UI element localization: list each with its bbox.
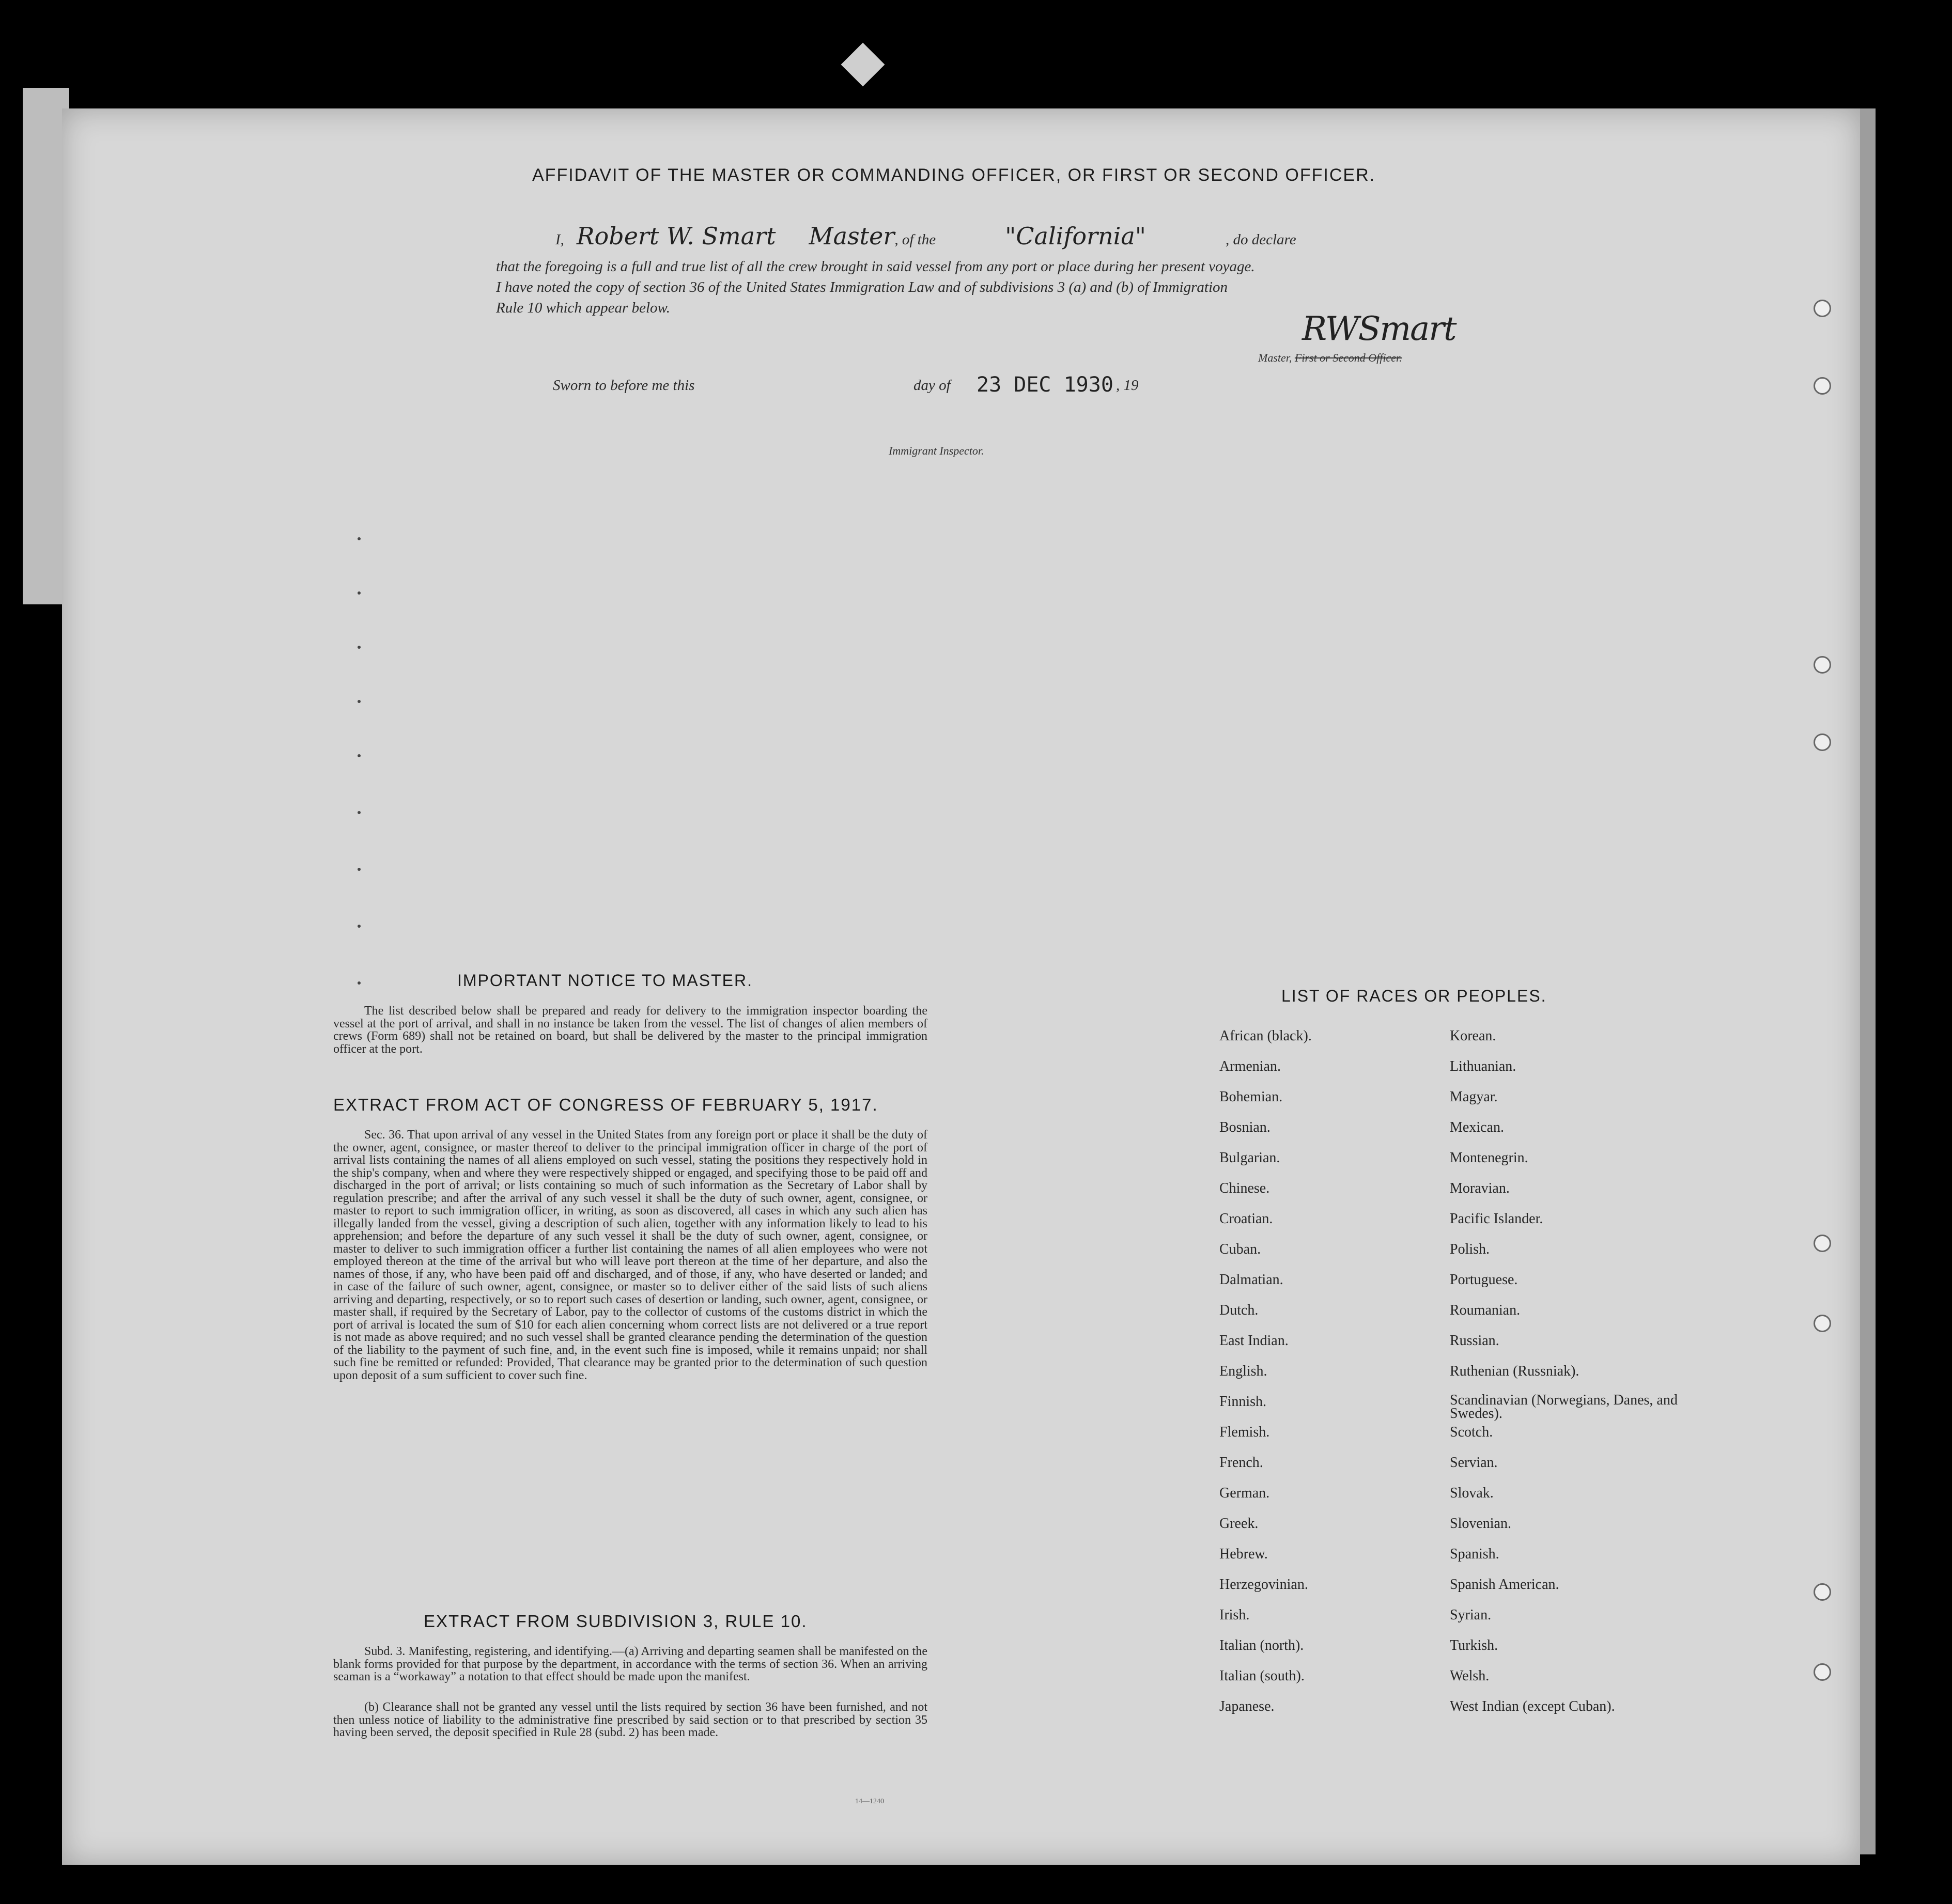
race-item: Spanish. bbox=[1450, 1546, 1499, 1562]
race-item: Lithuanian. bbox=[1450, 1058, 1516, 1074]
officer-caption bbox=[1258, 351, 1402, 365]
race-item: Slovak. bbox=[1450, 1485, 1494, 1501]
leader-dot bbox=[358, 925, 361, 928]
race-item: Cuban. bbox=[1219, 1241, 1261, 1257]
race-item: Finnish. bbox=[1219, 1394, 1267, 1410]
extract-rule-heading: EXTRACT FROM SUBDIVISION 3, RULE 10. bbox=[424, 1612, 808, 1631]
leader-dot bbox=[358, 981, 361, 985]
document-page bbox=[62, 108, 1860, 1865]
race-item: Ruthenian (Russniak). bbox=[1450, 1363, 1579, 1379]
race-item: Greek. bbox=[1219, 1516, 1259, 1532]
affidavit-line-4: Rule 10 which appear below. bbox=[496, 300, 670, 316]
punch-hole bbox=[1814, 1583, 1831, 1601]
leader-dot bbox=[358, 868, 361, 871]
race-item: Hebrew. bbox=[1219, 1546, 1268, 1562]
race-item: Italian (north). bbox=[1219, 1637, 1304, 1653]
officer-caption-master: Master, bbox=[1258, 351, 1292, 364]
do-declare-label: , do declare bbox=[1225, 231, 1296, 248]
races-heading: LIST OF RACES OR PEOPLES. bbox=[1281, 987, 1547, 1005]
races-left-column bbox=[1219, 1028, 1436, 1729]
day-of-label: day of bbox=[913, 377, 951, 394]
race-item: African (black). bbox=[1219, 1028, 1312, 1044]
notice-heading: IMPORTANT NOTICE TO MASTER. bbox=[457, 971, 753, 990]
race-item: Welsh. bbox=[1450, 1668, 1490, 1684]
punch-hole bbox=[1814, 377, 1831, 395]
leader-dot bbox=[358, 537, 361, 540]
race-item: Flemish. bbox=[1219, 1424, 1270, 1440]
race-item: Pacific Islander. bbox=[1450, 1211, 1543, 1227]
leader-dot bbox=[358, 754, 361, 757]
sworn-text: Sworn to before me this bbox=[553, 377, 695, 394]
notice-paragraph: The list described below shall be prepared and ready for delivery to the immigration inspector boarding the vessel at the port of arrival, and shall in no instance be taken from the vessel. The list of changes of alien members of crews (Form 689) shall not be retained on board, but shall be delivered by the master to the principal immigration officer at the port. bbox=[333, 1004, 927, 1056]
affidavit-line-1 bbox=[555, 222, 1578, 250]
race-item: Polish. bbox=[1450, 1241, 1490, 1257]
master-signature: RWSmart bbox=[1302, 310, 1456, 348]
affidavit-heading: AFFIDAVIT OF THE MASTER OR COMMANDING OFFICER, OR FIRST OR SECOND OFFICER. bbox=[532, 165, 1376, 185]
leader-dot bbox=[358, 591, 361, 595]
race-item: Bulgarian. bbox=[1219, 1150, 1280, 1166]
race-item: Japanese. bbox=[1219, 1698, 1275, 1714]
race-item: Moravian. bbox=[1450, 1180, 1510, 1196]
punch-hole bbox=[1814, 733, 1831, 751]
leader-dot bbox=[358, 646, 361, 649]
race-item: English. bbox=[1219, 1363, 1267, 1379]
race-item: Russian. bbox=[1450, 1333, 1499, 1349]
race-item: Korean. bbox=[1450, 1028, 1496, 1044]
race-item: Servian. bbox=[1450, 1455, 1498, 1471]
race-item: Herzegovinian. bbox=[1219, 1577, 1308, 1593]
affidavit-line-2: that the foregoing is a full and true list of all the crew brought in said vessel from any port or place during her present voyage. bbox=[496, 258, 1255, 275]
punch-hole bbox=[1814, 1663, 1831, 1681]
race-item: French. bbox=[1219, 1455, 1263, 1471]
race-item: Magyar. bbox=[1450, 1089, 1498, 1105]
vessel-name: "California" bbox=[1005, 222, 1146, 250]
race-item: Chinese. bbox=[1219, 1180, 1270, 1196]
punch-hole bbox=[1814, 300, 1831, 317]
race-item: Bosnian. bbox=[1219, 1119, 1271, 1135]
race-item: Slovenian. bbox=[1450, 1516, 1511, 1532]
master-name: Robert W. Smart bbox=[576, 222, 776, 250]
race-item: Bohemian. bbox=[1219, 1089, 1283, 1105]
extract-act-paragraph: Sec. 36. That upon arrival of any vessel in the United States from any foreign port or place it shall be the duty of the owner, agent, consignee, or master thereof to deliver to the principal immigration officer in charge of the port of arrival lists containing the names of all aliens employed on such vessel, stating the positions they respectively hold in the ship's company, when and where they were respectively shipped or engaged, and specifying those to be paid off and discharged in the port of arrival; or lists containing so much of such information as the Secretary of Labor shall by regulation prescribe; and after the arrival of any such vessel it shall be the duty of such owner, agent, consignee, or master to report to such immigration officer, in writing, as soon as discovered, all cases in which any such alien has illegally landed from the vessel, giving a description of such alien, together with any information likely to lead to his apprehension; and before the departure of any such vessel it shall be the duty of such owner, agent, consignee, or master to deliver to such immigration officer a further list containing the names of all alien employees who were not employed thereon at the time of the arrival but who will leave port thereon at the time of her departure, and also the names of those, if any, who have been paid off and discharged, and of those, if any, who have deserted or landed; and in case of the failure of such owner, agent, consignee, or master so to deliver either of the said lists of such aliens arriving and departing, respectively, or so to report such cases of desertion or landing, such owner, agent, consignee, or master shall, if required by the Secretary of Labor, pay to the collector of customs of the customs district in which the port of arrival is located the sum of $10 for each alien concerning whom correct lists are not delivered or a true report is not made as above required; and no such vessel shall be granted clearance pending the determination of the question of the liability to the payment of such fine, and, in the event such fine is imposed, while it remains unpaid; nor shall such fine be remitted or refunded: Provided, That clearance may be granted prior to the determination of such question upon deposit of a sum sufficient to cover such fine. bbox=[333, 1128, 927, 1382]
race-item: Portuguese. bbox=[1450, 1272, 1518, 1288]
leader-dot bbox=[358, 811, 361, 814]
paper-tab bbox=[841, 43, 885, 87]
race-item: Dalmatian. bbox=[1219, 1272, 1283, 1288]
race-item: Dutch. bbox=[1219, 1302, 1259, 1318]
race-item: Turkish. bbox=[1450, 1637, 1498, 1653]
race-item: Syrian. bbox=[1450, 1607, 1492, 1623]
races-right-column bbox=[1450, 1028, 1718, 1729]
affidavit-line-3: I have noted the copy of section 36 of the United States Immigration Law and of subdivisions 3 (a) and (b) of Immigration bbox=[496, 279, 1228, 295]
race-item: Roumanian. bbox=[1450, 1302, 1521, 1318]
inspector-caption: Immigrant Inspector. bbox=[889, 444, 984, 457]
of-the-label: , of the bbox=[894, 231, 936, 248]
extract-act-heading: EXTRACT FROM ACT OF CONGRESS OF FEBRUARY 5, 1917. bbox=[333, 1095, 878, 1114]
race-item: Montenegrin. bbox=[1450, 1150, 1528, 1166]
race-item: West Indian (except Cuban). bbox=[1450, 1698, 1615, 1714]
affidavit-i: I, bbox=[555, 231, 564, 248]
race-item: Armenian. bbox=[1219, 1058, 1281, 1074]
master-rank: Master bbox=[809, 222, 895, 250]
extract-rule-paragraph-a: Subd. 3. Manifesting, registering, and identifying.—(a) Arriving and departing seamen shall be manifested on the blank forms provided for that purpose by the department, in accordance with the terms of section 36. When an arriving seaman is a “workaway” a notation to that effect should be made upon the manifest. bbox=[333, 1645, 927, 1683]
race-item: East Indian. bbox=[1219, 1333, 1289, 1349]
race-item: Italian (south). bbox=[1219, 1668, 1305, 1684]
punch-hole bbox=[1814, 1315, 1831, 1332]
race-item: Scandinavian (Norwegians, Danes, and Swedes). bbox=[1450, 1392, 1678, 1422]
race-item: Spanish American. bbox=[1450, 1577, 1559, 1593]
race-item: Scotch. bbox=[1450, 1424, 1493, 1440]
leader-dot bbox=[358, 700, 361, 703]
race-item: German. bbox=[1219, 1485, 1270, 1501]
extract-rule-paragraph-b: (b) Clearance shall not be granted any vessel until the lists required by section 36 have been furnished, and not then unless notice of liability to the administrative fine prescribed by said section or to that prescribed by section 35 having been served, the deposit specified in Rule 28 (subd. 2) has been made. bbox=[333, 1700, 927, 1739]
punch-hole bbox=[1814, 656, 1831, 674]
punch-hole bbox=[1814, 1235, 1831, 1252]
year-suffix: , 19 bbox=[1116, 377, 1139, 394]
race-item: Irish. bbox=[1219, 1607, 1250, 1623]
form-number: 14—1240 bbox=[855, 1798, 884, 1805]
date-stamp: 23 DEC 1930 bbox=[977, 373, 1113, 397]
race-item: Croatian. bbox=[1219, 1211, 1273, 1227]
race-item: Mexican. bbox=[1450, 1119, 1504, 1135]
officer-caption-struck: First or Second Officer. bbox=[1294, 351, 1402, 364]
